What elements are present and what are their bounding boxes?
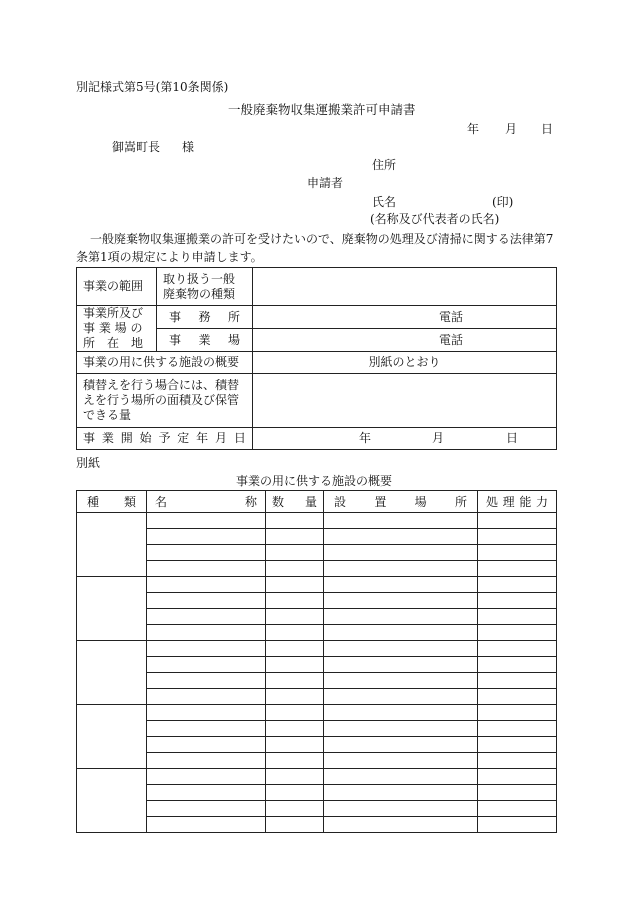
name-cell[interactable] — [147, 529, 266, 545]
name-cell[interactable] — [147, 625, 266, 641]
capacity-cell[interactable] — [478, 545, 557, 561]
location-cell[interactable] — [324, 577, 478, 593]
start-char: 日 — [233, 431, 246, 445]
location-cell[interactable] — [324, 753, 478, 769]
header-char: 称 — [244, 495, 257, 509]
start-char: 月 — [215, 431, 228, 445]
type-cell[interactable] — [77, 769, 147, 833]
site-phone-label: 電話 — [439, 332, 464, 347]
name-cell[interactable] — [147, 673, 266, 689]
date-day: 日 — [541, 122, 554, 136]
location-cell[interactable] — [324, 673, 478, 689]
header-char: 数 — [272, 495, 285, 509]
start-char: 定 — [177, 431, 190, 445]
table-row — [77, 625, 557, 641]
location-cell[interactable] — [324, 561, 478, 577]
start-month: 月 — [432, 431, 445, 445]
location-cell[interactable] — [324, 737, 478, 753]
header-char: 類 — [123, 495, 136, 509]
quantity-cell[interactable] — [266, 641, 324, 657]
name-cell[interactable] — [147, 609, 266, 625]
capacity-cell[interactable] — [478, 769, 557, 785]
table-row — [77, 529, 557, 545]
type-cell[interactable] — [77, 513, 147, 577]
table-row — [77, 689, 557, 705]
site-char-3: 場 — [227, 332, 240, 347]
site-value[interactable] — [253, 329, 557, 352]
quantity-cell[interactable] — [266, 721, 324, 737]
header-char: 処 — [486, 495, 499, 509]
name-cell[interactable] — [147, 785, 266, 801]
quantity-cell[interactable] — [266, 817, 324, 833]
capacity-cell[interactable] — [478, 673, 557, 689]
name-cell[interactable] — [147, 753, 266, 769]
header-quantity — [266, 491, 324, 513]
representative-note: (名称及び代表者の氏名) — [370, 212, 500, 226]
site-char-2: 業 — [198, 332, 211, 347]
capacity-cell[interactable] — [478, 785, 557, 801]
header-char: 所 — [454, 495, 467, 509]
date-year: 年 — [467, 122, 480, 136]
table-row — [77, 657, 557, 673]
capacity-cell[interactable] — [478, 801, 557, 817]
location-cell[interactable] — [324, 689, 478, 705]
table-row — [77, 609, 557, 625]
office-label — [157, 306, 253, 329]
table-row — [77, 753, 557, 769]
address-label: 住所 — [372, 158, 397, 172]
name-cell[interactable] — [147, 657, 266, 673]
header-char: 能 — [519, 495, 532, 509]
table-row — [77, 641, 557, 657]
quantity-cell[interactable] — [266, 593, 324, 609]
start-char: 開 — [120, 431, 133, 445]
capacity-cell[interactable] — [478, 577, 557, 593]
transfer-label — [77, 374, 253, 428]
capacity-cell[interactable] — [478, 593, 557, 609]
transfer-line-3: できる量 — [83, 408, 132, 422]
table-row — [77, 577, 557, 593]
header-type — [77, 491, 147, 513]
location-cell[interactable] — [324, 721, 478, 737]
table-row — [77, 721, 557, 737]
capacity-cell[interactable] — [478, 817, 557, 833]
table-row — [77, 545, 557, 561]
name-cell[interactable] — [147, 641, 266, 657]
date-month: 月 — [505, 122, 518, 136]
name-cell[interactable] — [147, 817, 266, 833]
transfer-line-1: 積替えを行う場合には、積替 — [83, 378, 240, 392]
start-char: 事 — [83, 431, 96, 445]
location-cell[interactable] — [324, 705, 478, 721]
location-cell[interactable] — [324, 817, 478, 833]
header-char: 種 — [87, 495, 100, 509]
facility-value: 別紙のとおり — [253, 352, 557, 374]
name-cell[interactable] — [147, 705, 266, 721]
location-line-3: 所 在 地 — [83, 336, 144, 350]
quantity-cell[interactable] — [266, 529, 324, 545]
type-cell[interactable] — [77, 641, 147, 705]
location-cell[interactable] — [324, 609, 478, 625]
quantity-cell[interactable] — [266, 705, 324, 721]
name-cell[interactable] — [147, 593, 266, 609]
capacity-cell[interactable] — [478, 705, 557, 721]
waste-type-line-2: 廃棄物の種類 — [163, 286, 236, 301]
name-cell[interactable] — [147, 577, 266, 593]
quantity-cell[interactable] — [266, 689, 324, 705]
waste-type-value[interactable] — [253, 268, 557, 306]
name-cell[interactable] — [147, 561, 266, 577]
type-cell[interactable] — [77, 577, 147, 641]
capacity-cell[interactable] — [478, 753, 557, 769]
type-cell[interactable] — [77, 705, 147, 769]
quantity-cell[interactable] — [266, 785, 324, 801]
office-value[interactable] — [253, 306, 557, 329]
location-cell[interactable] — [324, 545, 478, 561]
table-row — [77, 593, 557, 609]
table-row — [77, 561, 557, 577]
quantity-cell[interactable] — [266, 609, 324, 625]
header-capacity — [478, 491, 557, 513]
capacity-cell[interactable] — [478, 641, 557, 657]
location-cell[interactable] — [324, 769, 478, 785]
capacity-cell[interactable] — [478, 561, 557, 577]
quantity-cell[interactable] — [266, 625, 324, 641]
name-cell[interactable] — [147, 689, 266, 705]
office-phone-label: 電話 — [439, 309, 464, 324]
site-char-1: 事 — [169, 332, 182, 347]
location-cell[interactable] — [324, 593, 478, 609]
capacity-cell[interactable] — [478, 737, 557, 753]
name-cell[interactable] — [147, 737, 266, 753]
facility-table-body — [77, 513, 557, 833]
location-cell[interactable] — [324, 641, 478, 657]
capacity-cell[interactable] — [478, 657, 557, 673]
quantity-cell[interactable] — [266, 801, 324, 817]
transfer-value[interactable] — [253, 374, 557, 428]
addressee-honorific: 様 — [182, 140, 195, 154]
location-line-2: 事 業 場 の — [83, 321, 143, 335]
location-cell[interactable] — [324, 513, 478, 529]
transfer-line-2: えを行う場所の面積及び保管 — [83, 393, 240, 407]
name-cell[interactable] — [147, 721, 266, 737]
facility-label: 事業の用に供する施設の概要 — [77, 352, 253, 374]
location-cell[interactable] — [324, 785, 478, 801]
table-row — [77, 737, 557, 753]
attachment-label: 別紙 — [76, 456, 101, 470]
quantity-cell[interactable] — [266, 673, 324, 689]
start-char: 始 — [139, 431, 152, 445]
location-cell[interactable] — [324, 801, 478, 817]
header-name — [147, 491, 266, 513]
waste-type-line-1: 取り扱う一般 — [163, 271, 236, 286]
office-char-2: 務 — [198, 309, 211, 324]
location-line-1: 事業所及び — [83, 306, 144, 320]
name-label: 氏名 — [372, 195, 397, 209]
table-row — [77, 769, 557, 785]
office-char-1: 事 — [169, 309, 182, 324]
header-char: 設 — [334, 495, 347, 509]
name-cell[interactable] — [147, 801, 266, 817]
name-cell[interactable] — [147, 513, 266, 529]
quantity-cell[interactable] — [266, 657, 324, 673]
form-number: 別記様式第5号(第10条関係) — [76, 80, 229, 94]
applicant-label: 申請者 — [307, 176, 344, 190]
start-year: 年 — [359, 431, 372, 445]
capacity-cell[interactable] — [478, 689, 557, 705]
start-date-label — [77, 428, 253, 450]
waste-type-label — [157, 268, 253, 306]
quantity-cell[interactable] — [266, 753, 324, 769]
table-row — [77, 673, 557, 689]
location-cell[interactable] — [324, 625, 478, 641]
name-cell[interactable] — [147, 769, 266, 785]
start-date-value[interactable] — [253, 428, 557, 450]
name-cell[interactable] — [147, 545, 266, 561]
table-row — [77, 801, 557, 817]
addressee-name: 御嵩町長 — [112, 140, 161, 154]
start-char: 年 — [196, 431, 209, 445]
seal-mark: (印) — [492, 195, 514, 209]
scope-label: 事業の範囲 — [77, 268, 157, 306]
body-line-2: 条第1項の規定により申請します。 — [76, 250, 263, 264]
quantity-cell[interactable] — [266, 561, 324, 577]
table-row — [77, 513, 557, 529]
body-line-1: 一般廃棄物収集運搬業の許可を受けたいので、廃棄物の処理及び清掃に関する法律第7 — [90, 232, 554, 246]
quantity-cell[interactable] — [266, 513, 324, 529]
table-row — [77, 785, 557, 801]
office-char-3: 所 — [227, 309, 240, 324]
header-char: 力 — [535, 495, 548, 509]
quantity-cell[interactable] — [266, 769, 324, 785]
application-table — [76, 267, 557, 450]
document-title: 一般廃棄物収集運搬業許可申請書 — [228, 102, 416, 117]
location-cell[interactable] — [324, 529, 478, 545]
capacity-cell[interactable] — [478, 513, 557, 529]
start-char: 業 — [101, 431, 114, 445]
capacity-cell[interactable] — [478, 609, 557, 625]
location-cell[interactable] — [324, 657, 478, 673]
table-row — [77, 817, 557, 833]
location-label — [77, 306, 157, 352]
facility-table — [76, 490, 557, 833]
header-char: 置 — [374, 495, 387, 509]
header-char: 名 — [155, 495, 168, 509]
capacity-cell[interactable] — [478, 625, 557, 641]
start-char: 予 — [158, 431, 171, 445]
header-char: 場 — [414, 495, 427, 509]
site-label — [157, 329, 253, 352]
quantity-cell[interactable] — [266, 577, 324, 593]
header-char: 理 — [502, 495, 515, 509]
table-row — [77, 705, 557, 721]
capacity-cell[interactable] — [478, 721, 557, 737]
quantity-cell[interactable] — [266, 737, 324, 753]
start-day: 日 — [506, 431, 519, 445]
header-char: 量 — [304, 495, 317, 509]
header-location — [324, 491, 478, 513]
attachment-title: 事業の用に供する施設の概要 — [236, 474, 393, 488]
capacity-cell[interactable] — [478, 529, 557, 545]
quantity-cell[interactable] — [266, 545, 324, 561]
